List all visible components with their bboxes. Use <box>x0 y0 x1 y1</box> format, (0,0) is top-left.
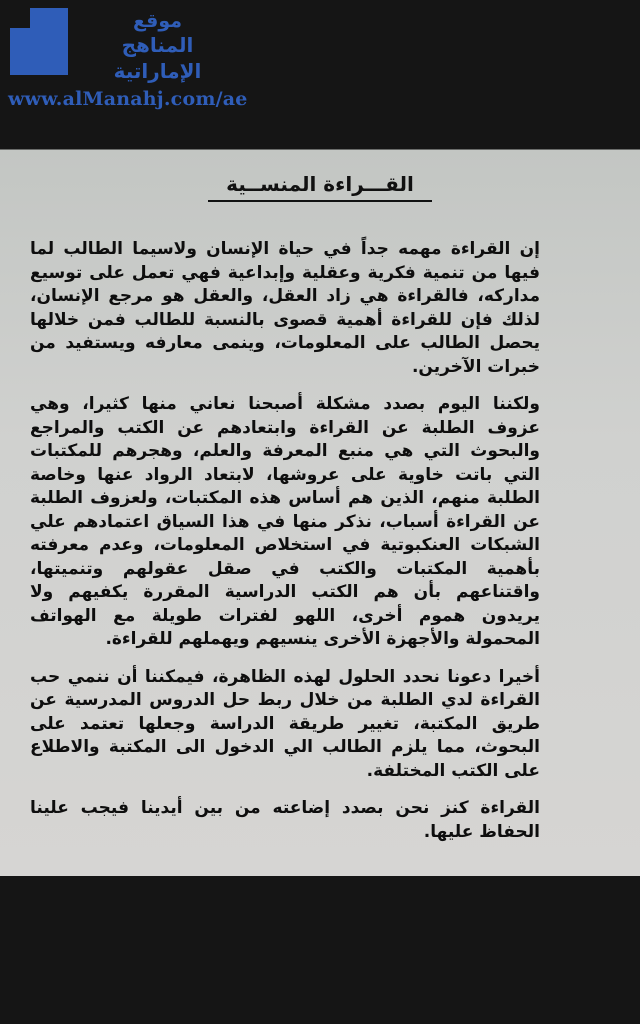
paragraph-2: ولكننا اليوم بصدد مشكلة أصبحنا نعاني منها كثيرا، وهي عزوف الطلبة عن القراءة وابتعادهم عن الكتب والمراجع والبحوث التي هي منبع المعرفة والعلم، وهجرهم للمكتبات التي باتت خاوية على عروشها، لابتعاد الرواد عنها وخاصة الطلبة منهم، الذين هم أساس هذه المكتبات، ولعزوف الطلبة عن القراءة أسباب، نذكر منها في هذا السياق اعتمادهم علي الشبكات العنكبوتية في استخلاص المعلومات، وعدم معرفته بأهمية المكتبات والكتب في صقل عقولهم وتنميتها، واقتناعهم بأن هم الكتب الدراسية المقررة يكفيهم ولا يريدون هموم أخرى، اللهو لفترات طويلة مع الهواتف المحمولة والأجهزة الأخرى ينسيهم ويهملهم للقراءة. <box>30 394 540 649</box>
site-header <box>0 0 640 149</box>
document-body <box>30 238 540 858</box>
site-url: www.alManahj.com/ae <box>8 88 248 110</box>
bottom-dark-area <box>0 876 640 1024</box>
document-title: القـــراءة المنســية <box>208 172 432 202</box>
paragraph-4: القراءة كنز نحن بصدد إضاعته من بين أيدينا فيجب علينا الحفاظ عليها. <box>30 798 540 842</box>
paragraph-1: إن القراءة مهمه جداً في حياة الإنسان ولاسيما الطالب لما فيها من تنمية فكرية وعقلية وإبداعية فهي تعمل على توسيع مداركه، فالقراءة هي زاد العقل، والعقل هو مرجع الإنسان، لذلك فإن للقراءة أهمية قصوى بالنسبة للطالب فمن خلالها يحصل الطالب على المعلومات، وينمى معارفه ويستفيد من خبرات الآخرين. <box>30 239 540 377</box>
document-title-wrap <box>0 172 640 196</box>
cross-logo-icon <box>10 8 68 75</box>
site-name-line2: المناهج الإماراتية <box>113 33 202 83</box>
site-logo-text <box>80 10 235 84</box>
site-name-line1: موقع <box>132 10 183 32</box>
document-page <box>0 149 640 877</box>
paragraph-3: أخيرا دعونا نحدد الحلول لهذه الظاهرة، فيمكننا أن ننمي حب القراءة لدي الطلبة من خلال ربط حل الدروس المدرسية عن طريق المكتبة، تغيير طريقة الدراسة وجعلها تعتمد على البحوث، مما يلزم الطالب الي الدخول الى المكتبة والاطلاع على الكتب المختلفة. <box>30 666 540 781</box>
